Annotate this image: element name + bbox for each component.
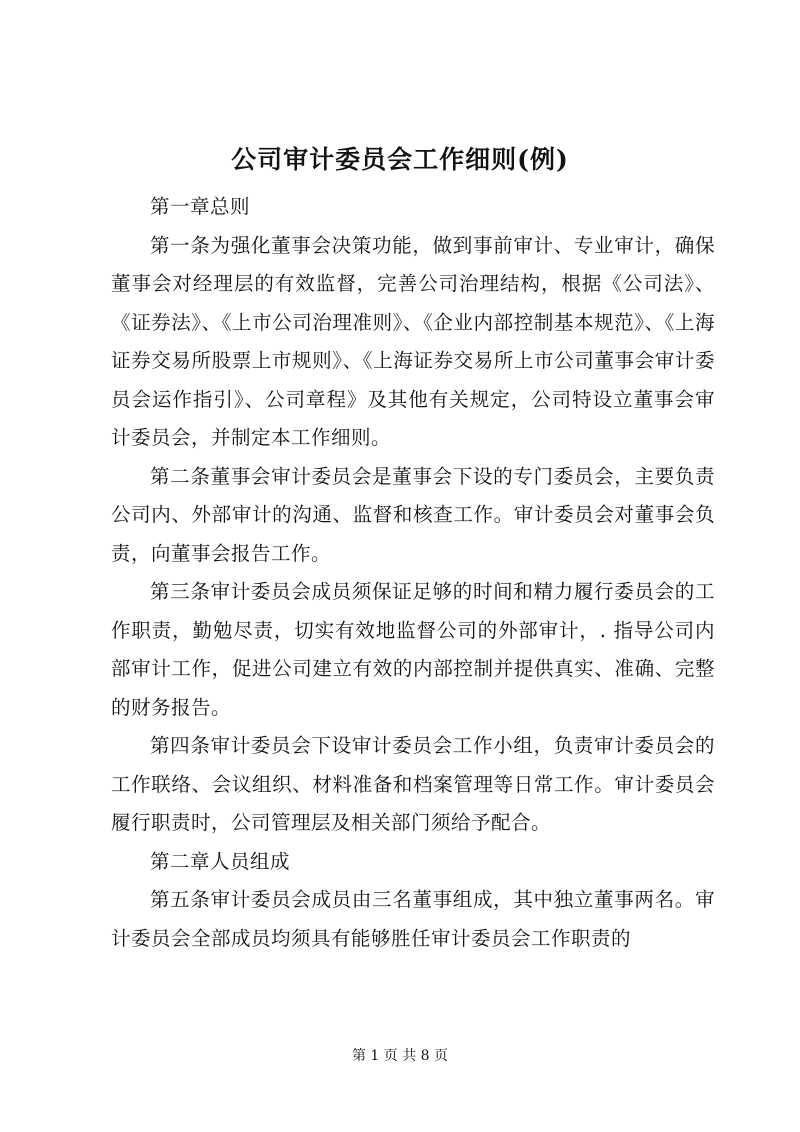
document-body — [111, 188, 715, 958]
page-footer: 第 1 页 共 8 页 — [351, 1048, 449, 1064]
article-paragraph: 第一条为强化董事会决策功能，做到事前审计、专业审计，确保董事会对经理层的有效监督，完善公司治理结构，根据《公司法》、《证券法》、《上市公司治理准则》、《企业内部控制基本规范》、《上海证券交易所股票上市规则》、《上海证券交易所上市公司董事会审计委员会运作指引》、公司章程》及其他有关规定，公司特设立董事会审计委员会，并制定本工作细则。 — [111, 233, 715, 449]
article-paragraph: 第四条审计委员会下设审计委员会工作小组，负责审计委员会的工作联络、会议组织、材料准备和档案管理等日常工作。审计委员会履行职责时，公司管理层及相关部门须给予配合。 — [111, 734, 715, 834]
article-paragraph: 第五条审计委员会成员由三名董事组成，其中独立董事两名。审计委员会全部成员均须具有能够胜任审计委员会工作职责的 — [111, 888, 715, 950]
document-title: 公司审计委员会工作细则(例) — [231, 145, 569, 174]
article-paragraph: 第三条审计委员会成员须保证足够的时间和精力履行委员会的工作职责，勤勉尽责，切实有效地监督公司的外部审计，. 指导公司内部审计工作，促进公司建立有效的内部控制并提供真实、准确、完整的财务报告。 — [111, 580, 715, 719]
chapter-heading: 第一章总则 — [150, 195, 251, 218]
article-paragraph: 第二条董事会审计委员会是董事会下设的专门委员会，主要负责公司内、外部审计的沟通、监督和核查工作。审计委员会对董事会负责，向董事会报告工作。 — [111, 464, 715, 565]
chapter-heading: 第二章人员组成 — [150, 849, 291, 873]
